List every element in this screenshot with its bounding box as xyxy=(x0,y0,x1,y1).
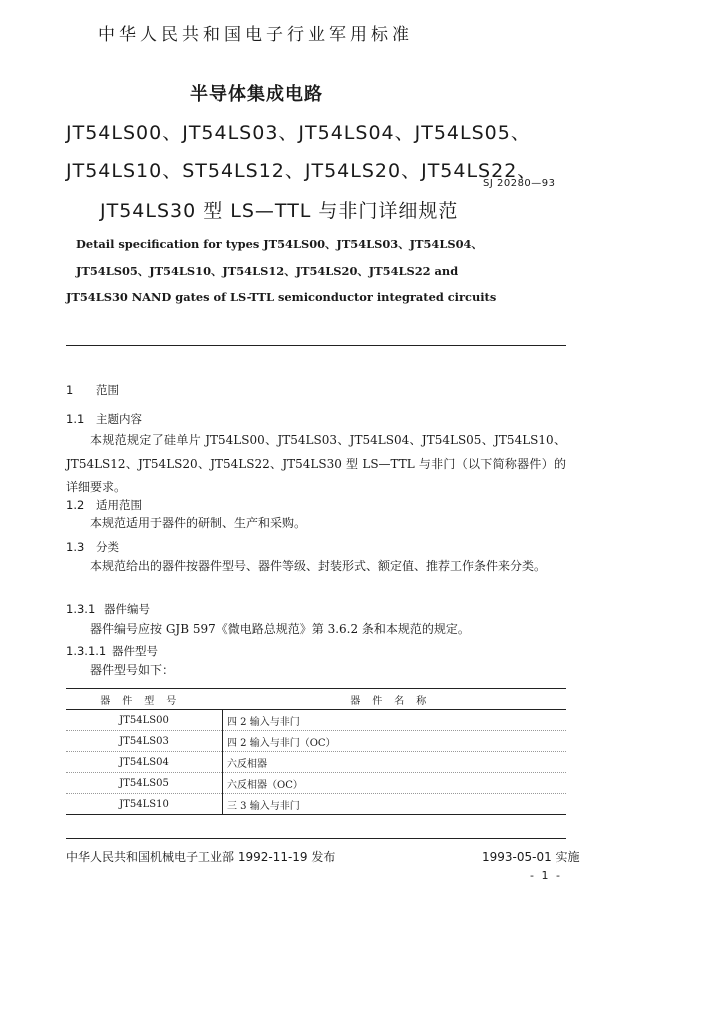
section-1-3-1-1-text: 器件型号如下： xyxy=(90,663,175,677)
device-type-cell: JT54LS05 xyxy=(66,773,223,794)
title-en-line-3: JT54LS30 NAND gates of LS-TTL semiconductor integrated circuits xyxy=(66,290,497,304)
section-1-3-1-text: 器件编号应按 GJB 597《微电路总规范》第 3.6.2 条和本规范的规定。 xyxy=(90,622,470,636)
table-row xyxy=(66,752,566,773)
device-name-cell: 四 2 输入与非门 xyxy=(223,710,567,731)
section-title: 分类 xyxy=(96,540,119,554)
header-divider xyxy=(66,345,566,346)
section-number: 1.2 xyxy=(66,498,85,512)
section-title: 器件编号 xyxy=(104,602,150,616)
section-number: 1.1 xyxy=(66,412,85,426)
section-number: 1 xyxy=(66,383,74,397)
table-row xyxy=(66,773,566,794)
section-number: 1.3 xyxy=(66,540,85,554)
device-type-cell: JT54LS03 xyxy=(66,731,223,752)
device-name-cell: 六反相器（OC） xyxy=(223,773,567,794)
device-type-cell: JT54LS00 xyxy=(66,710,223,731)
section-number: 1.3.1 xyxy=(66,602,96,616)
section-1-3-heading xyxy=(66,539,119,555)
footer-divider xyxy=(66,838,566,839)
document-title-cn: 半导体集成电路 xyxy=(190,84,323,105)
title-line-3: JT54LS30 型 LS—TTL 与非门详细规范 xyxy=(100,200,459,222)
section-1-heading xyxy=(66,382,119,398)
device-type-cell: JT54LS10 xyxy=(66,794,223,815)
device-name-cell: 四 2 输入与非门（OC） xyxy=(223,731,567,752)
section-number: 1.3.1.1 xyxy=(66,644,107,658)
title-line-2: JT54LS10、ST54LS12、JT54LS20、JT54LS22、 xyxy=(66,160,538,182)
title-en-line-1: Detail specification for types JT54LS00、JT54LS03、JT54LS04、 xyxy=(76,237,483,251)
table-row xyxy=(66,731,566,752)
section-1-1-text: 本规范规定了硅单片 JT54LS00、JT54LS03、JT54LS04、JT54LS05、JT54LS10、JT54LS12、JT54LS20、JT54LS22、JT54LS30 型 LS—TTL 与非门（以下简称器件）的详细要求。 xyxy=(66,433,566,494)
device-type-table xyxy=(66,688,566,815)
section-title: 范围 xyxy=(96,383,119,397)
section-1-1-heading xyxy=(66,411,142,427)
effective-date: 1993-05-01 实施 xyxy=(482,850,580,864)
section-title: 主题内容 xyxy=(96,412,142,426)
section-1-3-1-heading xyxy=(66,601,150,617)
page-number: - 1 - xyxy=(530,869,562,882)
section-title: 器件型号 xyxy=(112,644,158,658)
standard-category-header: 中华人民共和国电子行业军用标准 xyxy=(98,25,413,45)
issue-statement: 中华人民共和国机械电子工业部 1992-11-19 发布 xyxy=(66,850,336,864)
column-header-name: 器件名称 xyxy=(223,689,567,710)
device-name-cell: 六反相器 xyxy=(223,752,567,773)
standard-number: SJ 20280—93 xyxy=(483,178,556,189)
device-type-cell: JT54LS04 xyxy=(66,752,223,773)
table-row xyxy=(66,794,566,815)
title-en-line-2: JT54LS05、JT54LS10、JT54LS12、JT54LS20、JT54LS22 and xyxy=(76,264,459,278)
section-1-2-text: 本规范适用于器件的研制、生产和采购。 xyxy=(90,516,307,530)
section-1-3-text: 本规范给出的器件按器件型号、器件等级、封装形式、额定值、推荐工作条件来分类。 xyxy=(90,559,547,573)
table-row xyxy=(66,710,566,731)
section-title: 适用范围 xyxy=(96,498,142,512)
table-header-row xyxy=(66,689,566,710)
section-1-3-1-1-heading xyxy=(66,643,158,659)
column-header-type: 器件型号 xyxy=(66,689,223,710)
device-name-cell: 三 3 输入与非门 xyxy=(223,794,567,815)
title-line-1: JT54LS00、JT54LS03、JT54LS04、JT54LS05、 xyxy=(66,122,531,144)
section-1-2-heading xyxy=(66,497,142,513)
